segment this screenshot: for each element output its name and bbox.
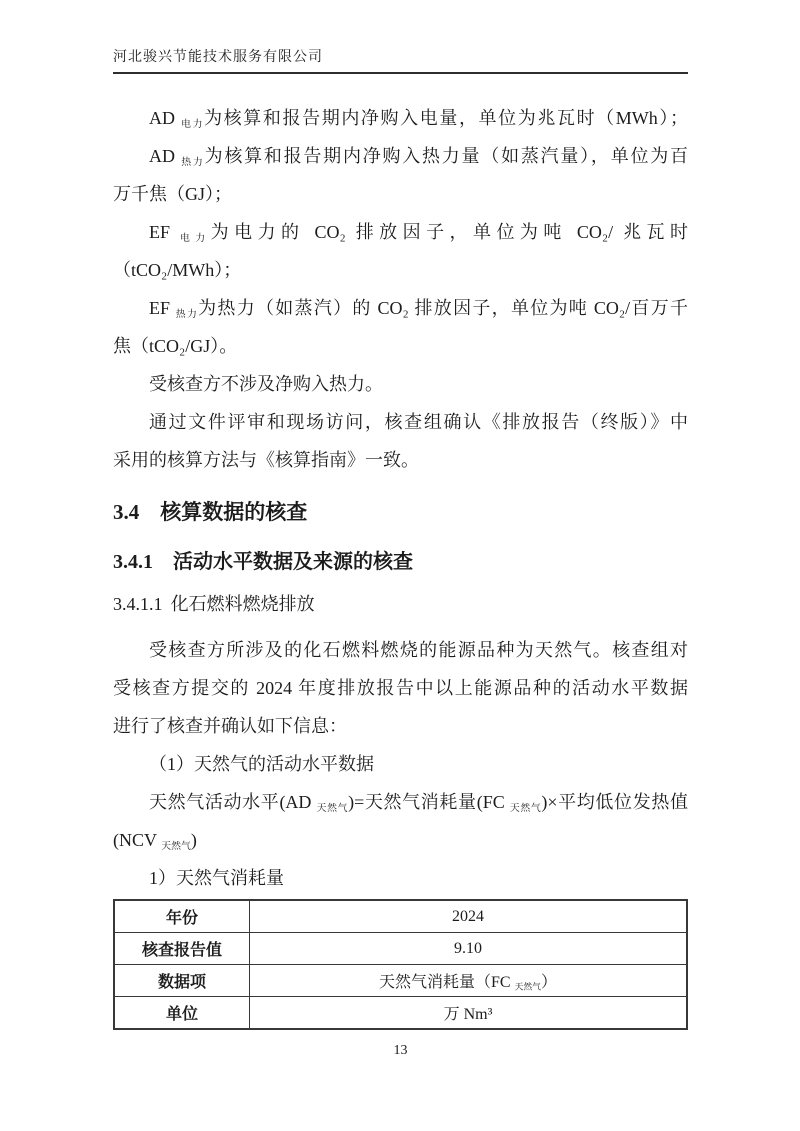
table-row [114,900,687,933]
heading-3-4-1-1 [113,585,688,623]
table-value-cell: 2024 [250,900,688,933]
text-line: （tCO₂/MWh）； [113,260,242,280]
company-name: 河北骏兴节能技术服务有限公司 [113,50,323,65]
text-line: 通过文件评审和现场访问，核查组确认《排放报告（终版）》中 [149,412,688,432]
para-item-1-title [113,745,688,783]
para-fossil-fuel-intro [113,631,688,745]
page-footer [113,1042,688,1060]
heading-3-4-1 [113,543,688,581]
page-number: 13 [393,1043,408,1058]
heading-number: 3.4.1 [113,551,153,573]
table-label-cell: 单位 [114,997,250,1030]
text-line: 进行了核查并确认如下信息： [113,716,347,736]
heading-number: 3.4.1.1 [113,594,163,614]
table-row [114,997,687,1030]
text-line: 1）天然气消耗量 [149,868,284,888]
text-line: AD $_{热力}$为核算和报告期内净购入热力量（如蒸汽量），单位为百 [149,146,688,168]
table-label-cell: 年份 [114,900,250,933]
text-line: 万千焦（GJ）； [113,184,233,204]
para-ef-heat-definition [113,289,688,365]
heading-number: 3.4 [113,500,140,524]
gas-consumption-table [113,899,688,1030]
table-value-cell: 万 Nm³ [250,997,688,1030]
text-line: AD $_{电力}$为核算和报告期内净购入电量，单位为兆瓦时（MWh）； [149,108,688,130]
table-label-cell: 核查报告值 [114,933,250,965]
para-ad-electricity-definition [113,99,688,137]
text-line: 焦（tCO₂/GJ）。 [113,336,238,356]
para-ad-heat-definition [113,137,688,213]
document-body [113,74,688,1030]
text-line: EF $_{热力}$为热力（如蒸汽）的 CO₂ 排放因子，单位为吨 CO₂/百万千 [149,298,688,320]
text-line: (NCV $_{天然气}$) [113,830,197,852]
heading-title: 核算数据的核查 [160,500,308,524]
table-row [114,965,687,997]
text-line: 采用的核算方法与《核算指南》一致。 [113,450,419,470]
table-value-cell: 9.10 [250,933,688,965]
para-gas-consumption-title [113,859,688,897]
para-ef-electricity-definition [113,213,688,289]
text-line: 受核查方提交的 2024 年度排放报告中以上能源品种的活动水平数据 [113,678,688,698]
text-line: EF $_{电力}$为电力的 CO₂ 排放因子，单位为吨 CO₂/ 兆瓦时 [149,222,688,244]
table-value-cell: 天然气消耗量（FC $_{天然气}$） [250,965,688,997]
text-line: 受核查方所涉及的化石燃料燃烧的能源品种为天然气。核查组对 [149,640,688,660]
heading-3-4 [113,493,688,531]
text-line: 受核查方不涉及净购入热力。 [149,374,383,394]
para-no-purchased-heat [113,365,688,403]
table-label-cell: 数据项 [114,965,250,997]
page-header [113,0,688,74]
heading-title: 活动水平数据及来源的核查 [173,551,413,573]
heading-title: 化石燃料燃烧排放 [170,594,315,614]
text-line: 天然气活动水平(AD $_{天然气}$)=天然气消耗量(FC $_{天然气}$)×平均低位发热值 [149,792,688,814]
table-row [114,933,687,965]
text-line: （1）天然气的活动水平数据 [149,754,374,774]
para-activity-formula [113,783,688,859]
para-method-confirmation [113,403,688,479]
